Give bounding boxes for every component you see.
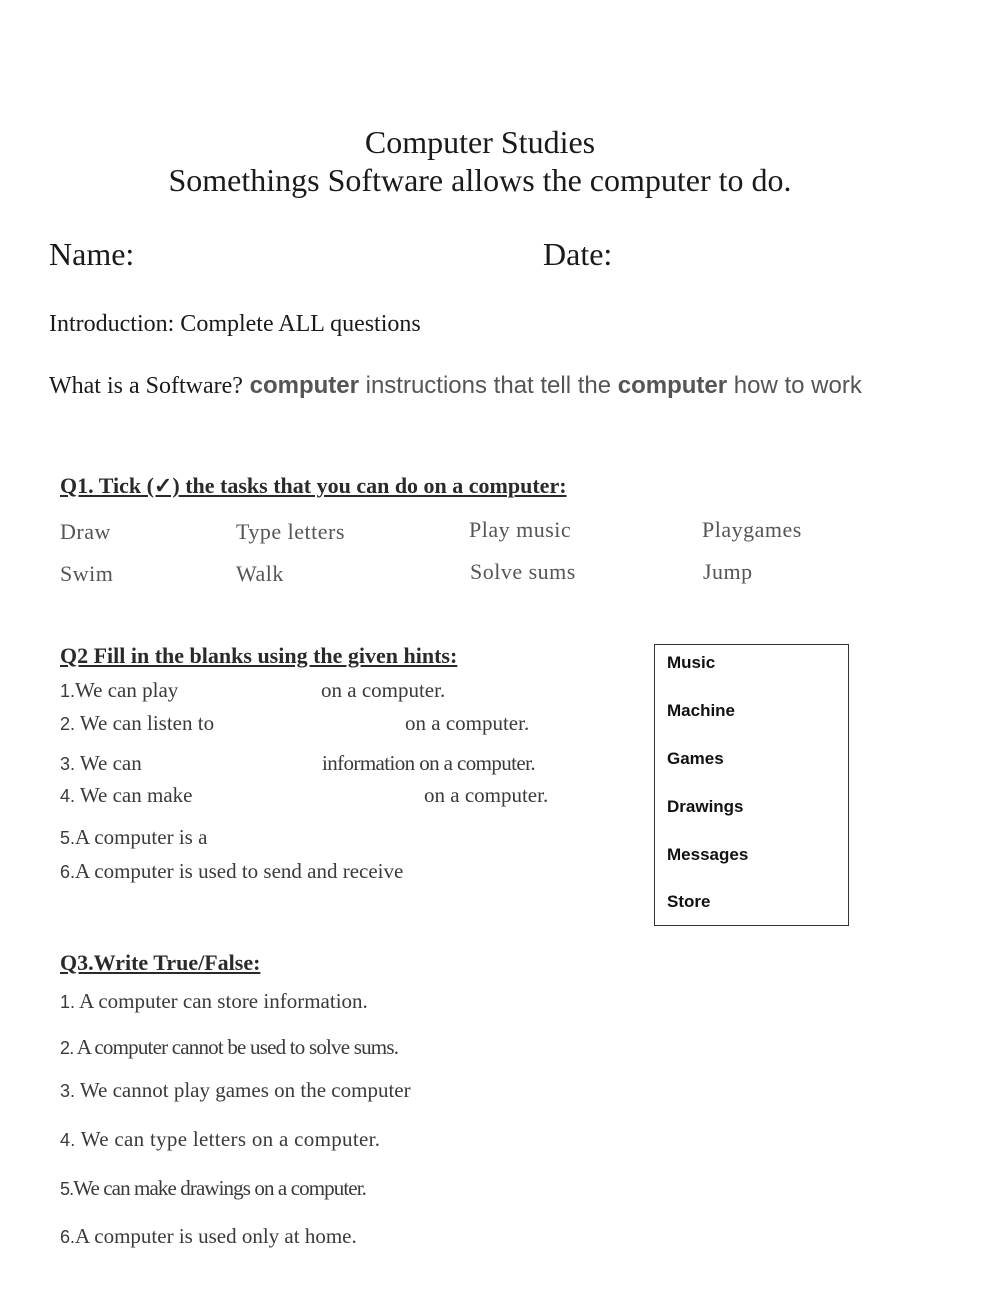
q1-heading: Q1. Tick (✓) the tasks that you can do on a computer: xyxy=(60,473,567,498)
task-type-letters[interactable]: Type letters xyxy=(236,519,345,544)
q2-heading: Q2 Fill in the blanks using the given hints: xyxy=(60,643,458,668)
task-swim[interactable]: Swim xyxy=(60,561,114,586)
hint-music: Music xyxy=(667,653,716,672)
q2-item-5: 5.A computer is a xyxy=(60,825,208,849)
q2-item-4: 4. We can make xyxy=(60,783,193,807)
q3-heading: Q3.Write True/False: xyxy=(60,950,261,975)
definition-keyword-1: computer xyxy=(249,372,359,399)
q2-item-2-after: on a computer. xyxy=(405,711,530,735)
definition-keyword-2: computer xyxy=(617,372,728,399)
software-definition xyxy=(49,370,929,402)
q3-item-4: 4. We can type letters on a computer. xyxy=(60,1127,381,1151)
hint-store: Store xyxy=(667,892,711,911)
q3-item-5: 5.We can make drawings on a computer. xyxy=(60,1176,366,1200)
task-play-games[interactable]: Playgames xyxy=(702,517,802,542)
q2-item-2: 2. We can listen to xyxy=(60,711,215,735)
worksheet-subtitle: Somethings Software allows the computer to do. xyxy=(168,162,792,198)
introduction-text: Introduction: Complete ALL questions xyxy=(49,311,421,337)
q3-item-2: 2. A computer cannot be used to solve sums. xyxy=(60,1035,399,1059)
hint-games: Games xyxy=(667,749,724,768)
q3-item-3: 3. We cannot play games on the computer xyxy=(60,1078,411,1102)
hint-box xyxy=(654,644,849,926)
q3-item-1: 1. A computer can store information. xyxy=(60,989,368,1013)
q2-item-3-after: information on a computer. xyxy=(322,751,536,775)
q2-item-4-after: on a computer. xyxy=(424,783,549,807)
task-draw[interactable]: Draw xyxy=(60,519,111,544)
q2-item-6: 6.A computer is used to send and receive xyxy=(60,859,404,883)
name-label: Name: xyxy=(49,236,135,272)
q2-item-1-after: on a computer. xyxy=(321,678,446,702)
q2-item-3: 3. We can xyxy=(60,751,142,775)
q3-item-6: 6.A computer is used only at home. xyxy=(60,1224,357,1248)
worksheet-title: Computer Studies xyxy=(364,124,596,160)
date-label: Date: xyxy=(543,236,613,272)
definition-text-1: instructions that tell the xyxy=(358,372,618,399)
hint-messages: Messages xyxy=(667,845,749,864)
task-walk[interactable]: Walk xyxy=(236,561,284,586)
definition-question: What is a Software? xyxy=(49,373,243,399)
q2-item-1: 1.We can play xyxy=(60,678,179,702)
task-solve-sums[interactable]: Solve sums xyxy=(470,559,576,584)
definition-text-2: how to work xyxy=(727,372,862,399)
hint-drawings: Drawings xyxy=(667,797,744,816)
hint-machine: Machine xyxy=(667,701,736,720)
task-jump[interactable]: Jump xyxy=(703,559,753,584)
task-play-music[interactable]: Play music xyxy=(469,517,572,542)
